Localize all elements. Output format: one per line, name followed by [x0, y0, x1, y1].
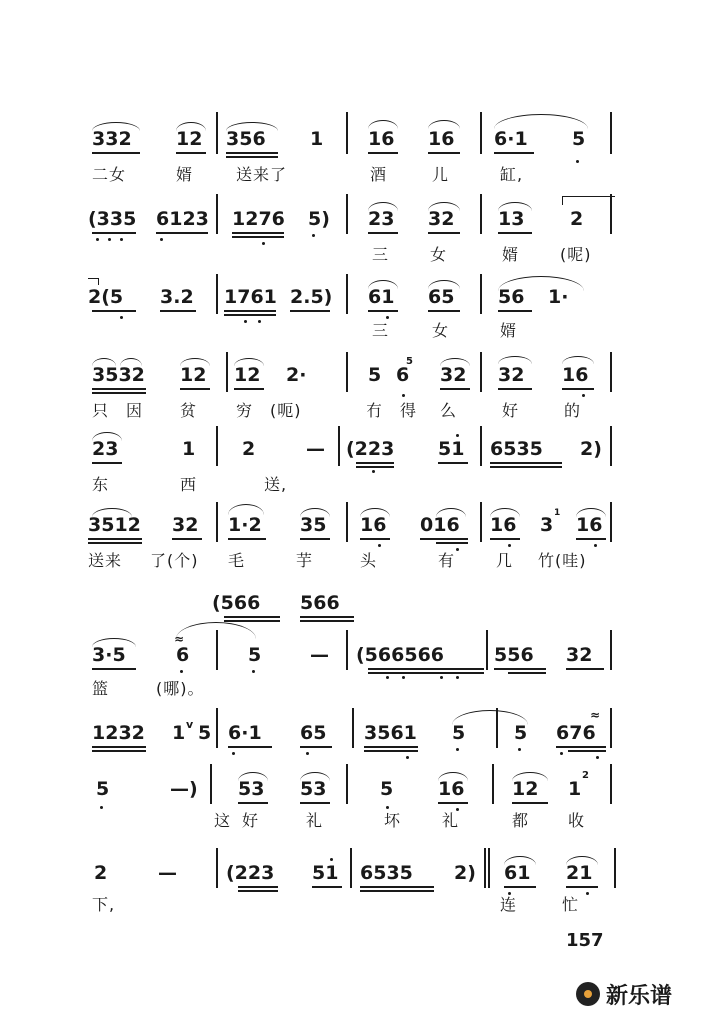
note-group: 016	[420, 514, 460, 536]
barline	[352, 708, 354, 748]
note-group: 332	[92, 128, 132, 150]
lyric: 冇	[366, 401, 384, 420]
underline	[504, 886, 536, 888]
underline	[494, 668, 546, 670]
lyric: 连	[500, 895, 518, 914]
underline	[368, 310, 398, 312]
underline	[224, 314, 276, 316]
underline	[92, 462, 122, 464]
vinyl-record-icon	[576, 982, 600, 1006]
barline	[346, 274, 348, 314]
underline	[232, 232, 284, 234]
ornament: ≈	[590, 708, 601, 722]
lyric: 只	[92, 401, 110, 420]
octave-dot	[456, 434, 459, 437]
underline	[238, 802, 268, 804]
barline	[216, 426, 218, 466]
lyric: 头	[360, 551, 378, 570]
barline	[346, 194, 348, 234]
lyric: 三	[372, 245, 390, 264]
octave-dot	[120, 238, 123, 241]
lyric: (哪)。	[156, 679, 205, 698]
note-group: 6·1	[494, 128, 528, 150]
underline	[576, 538, 606, 540]
underline	[490, 462, 562, 464]
note-group: 12	[176, 128, 203, 150]
barline	[216, 194, 218, 234]
barline	[480, 426, 482, 466]
note-group: 16	[368, 128, 395, 150]
lyric: 收	[568, 811, 586, 830]
octave-dot	[330, 858, 333, 861]
note-group: 2	[570, 208, 584, 230]
octave-dot	[596, 756, 599, 759]
underline	[494, 152, 534, 154]
lyric: 篮	[92, 679, 110, 698]
note-group: 1232	[92, 722, 145, 744]
octave-dot	[440, 676, 443, 679]
underline	[226, 152, 278, 154]
underline	[92, 668, 136, 670]
note-group: 1·2	[228, 514, 262, 536]
barline	[610, 352, 612, 392]
underline	[92, 392, 146, 394]
lyric: 有	[438, 551, 456, 570]
underline	[438, 802, 468, 804]
lyric: 三	[372, 321, 390, 340]
underline	[562, 388, 594, 390]
octave-dot	[594, 544, 597, 547]
note-group: 2)	[454, 862, 476, 884]
lyric: 婿	[176, 165, 194, 184]
barline	[338, 426, 340, 466]
underline	[312, 886, 342, 888]
underline	[498, 388, 532, 390]
lyric: 得	[400, 401, 418, 420]
lyric: 下,	[92, 895, 116, 914]
underline	[300, 616, 354, 618]
barline	[226, 352, 228, 392]
note-group: 3	[540, 514, 554, 536]
underline	[368, 668, 484, 670]
note-group: 5	[248, 644, 262, 666]
barline	[480, 112, 482, 154]
note-group: 2	[94, 862, 108, 884]
note-group: 16	[490, 514, 517, 536]
octave-dot	[456, 676, 459, 679]
note-group: 32	[498, 364, 525, 386]
underline	[360, 886, 434, 888]
underline	[300, 802, 330, 804]
barline	[480, 194, 482, 234]
note-group: 356	[226, 128, 266, 150]
note-group: 6	[176, 644, 190, 666]
underline	[172, 538, 202, 540]
underline	[498, 310, 532, 312]
note-group: 5	[198, 722, 212, 744]
underline	[238, 886, 278, 888]
underline	[228, 538, 266, 540]
note-group: (335	[88, 208, 137, 230]
note-group: 3·5	[92, 644, 126, 666]
octave-dot	[100, 806, 103, 809]
underline	[356, 466, 394, 468]
barline	[210, 764, 212, 804]
underline	[92, 152, 140, 154]
note-group: 5	[368, 364, 382, 386]
lyric: 因	[126, 401, 144, 420]
underline	[360, 538, 390, 540]
octave-dot	[402, 394, 405, 397]
underline	[420, 538, 468, 540]
slur	[562, 356, 594, 364]
barline	[216, 502, 218, 542]
note-group: 1·	[548, 286, 569, 308]
underline	[92, 310, 136, 312]
octave-dot	[258, 320, 261, 323]
underline	[226, 156, 278, 158]
barline	[346, 630, 348, 670]
logo	[576, 980, 672, 1008]
lyric: 忙	[562, 895, 580, 914]
octave-dot	[244, 320, 247, 323]
note-group: 3532	[92, 364, 145, 386]
octave-dot	[232, 752, 235, 755]
underline	[566, 668, 604, 670]
bracket	[88, 278, 99, 285]
octave-dot	[576, 160, 579, 163]
underline	[300, 746, 332, 748]
underline	[556, 746, 606, 748]
note-group: (223	[346, 438, 395, 460]
note-group: 2·	[286, 364, 307, 386]
octave-dot	[456, 748, 459, 751]
note-group: 16	[576, 514, 603, 536]
note-group: 23	[92, 438, 119, 460]
note-group: 5)	[308, 208, 330, 230]
note-group: 5	[514, 722, 528, 744]
octave-dot	[586, 892, 589, 895]
barline	[480, 352, 482, 392]
lyric: 的	[564, 401, 582, 420]
lyric: 礼	[306, 811, 324, 830]
grace-note: 2	[582, 770, 589, 781]
underline	[300, 538, 330, 540]
octave-dot	[386, 676, 389, 679]
lyric: (呃)	[270, 401, 302, 420]
barline	[496, 708, 498, 748]
note-group: (566566	[356, 644, 445, 666]
underline	[490, 538, 520, 540]
underline	[232, 236, 284, 238]
lyric: 送,	[264, 475, 288, 494]
underline	[88, 538, 142, 540]
logo-text: 新乐谱	[606, 983, 673, 1009]
lyric: 送来了	[236, 165, 288, 184]
underline	[290, 310, 330, 312]
slur	[498, 356, 532, 364]
grace-note: 1	[554, 508, 561, 518]
note-group: 556	[494, 644, 534, 666]
underline	[160, 310, 196, 312]
octave-dot	[402, 676, 405, 679]
note-group: 65	[428, 286, 455, 308]
note-group: (566	[212, 592, 261, 614]
note-group: 6	[396, 364, 410, 386]
note-group: 2)	[580, 438, 602, 460]
underline	[92, 750, 146, 752]
barline	[350, 848, 352, 888]
note-group: 2(5	[88, 286, 124, 308]
barline	[610, 502, 612, 542]
octave-dot	[180, 670, 183, 673]
note-group: 12	[180, 364, 207, 386]
underline	[156, 232, 208, 234]
barline	[610, 764, 612, 804]
lyric: 二女	[92, 165, 127, 184]
underline	[368, 232, 398, 234]
note-group: 32	[172, 514, 199, 536]
octave-dot	[518, 748, 521, 751]
note-group: 61	[504, 862, 531, 884]
underline	[368, 152, 398, 154]
lyric: 竹(哇)	[538, 551, 587, 570]
underline	[238, 890, 278, 892]
note-group: 5	[572, 128, 586, 150]
underline	[364, 750, 418, 752]
page-number: 157	[566, 930, 604, 951]
barline	[346, 112, 348, 154]
note-group: —	[306, 438, 325, 460]
note-group: 3512	[88, 514, 141, 536]
octave-dot	[582, 394, 585, 397]
barline	[610, 194, 612, 234]
lyric: 好	[242, 811, 260, 830]
underline	[428, 310, 460, 312]
underline	[566, 886, 598, 888]
note-group: 12	[512, 778, 539, 800]
octave-dot	[160, 238, 163, 241]
note-group: —)	[170, 778, 198, 800]
barline	[216, 630, 218, 670]
barline	[610, 112, 612, 154]
barline	[216, 848, 218, 888]
underline	[176, 152, 206, 154]
note-group: 676	[556, 722, 596, 744]
lyric: 毛	[228, 551, 246, 570]
bracket	[562, 196, 615, 205]
note-group: 35	[300, 514, 327, 536]
note-group: 5	[452, 722, 466, 744]
lyric: 婿	[502, 245, 520, 264]
grace-note: 5	[406, 356, 413, 367]
underline	[364, 746, 418, 748]
note-group: 32	[428, 208, 455, 230]
note-group: 65	[300, 722, 327, 744]
underline	[356, 462, 394, 464]
lyric: 都	[512, 811, 530, 830]
underline	[92, 746, 146, 748]
note-group: 2.5)	[290, 286, 333, 308]
underline	[428, 152, 460, 154]
note-group: 53	[238, 778, 265, 800]
barline	[488, 848, 490, 888]
lyric: 西	[180, 475, 198, 494]
lyric: 儿	[432, 165, 450, 184]
octave-dot	[378, 544, 381, 547]
octave-dot	[372, 470, 375, 473]
octave-dot	[252, 670, 255, 673]
note-group: 23	[368, 208, 395, 230]
note-group: 32	[440, 364, 467, 386]
octave-dot	[508, 544, 511, 547]
note-group: 1	[568, 778, 582, 800]
barline	[484, 848, 486, 888]
underline	[92, 232, 136, 234]
underline	[428, 232, 460, 234]
lyric: 婿	[500, 321, 518, 340]
note-group: 2	[242, 438, 256, 460]
note-group: 1	[182, 438, 196, 460]
underline	[224, 620, 280, 622]
octave-dot	[96, 238, 99, 241]
underline	[228, 746, 272, 748]
note-group: 13	[498, 208, 525, 230]
breath-mark: v	[186, 718, 194, 731]
lyric: 礼	[442, 811, 460, 830]
note-group: 16	[438, 778, 465, 800]
lyric: 女	[432, 321, 450, 340]
underline	[436, 542, 468, 544]
barline	[216, 708, 218, 748]
underline	[234, 388, 264, 390]
lyric: 酒	[370, 165, 388, 184]
barline	[610, 708, 612, 748]
lyric: 了(个)	[150, 551, 199, 570]
underline	[512, 802, 548, 804]
barline	[610, 426, 612, 466]
ornament: ≈	[174, 632, 185, 646]
barline	[610, 630, 612, 670]
note-group: (223	[226, 862, 275, 884]
lyric: 女	[430, 245, 448, 264]
note-group: 32	[566, 644, 593, 666]
underline	[224, 310, 276, 312]
underline	[92, 388, 146, 390]
note-group: 56	[498, 286, 525, 308]
lyric: 贫	[180, 401, 198, 420]
octave-dot	[406, 756, 409, 759]
note-group: 51	[312, 862, 339, 884]
octave-dot	[262, 242, 265, 245]
lyric: 东	[92, 475, 110, 494]
note-group: 566	[300, 592, 340, 614]
barline	[492, 764, 494, 804]
note-group: 16	[428, 128, 455, 150]
barline	[346, 352, 348, 392]
barline	[480, 274, 482, 314]
note-group: 16	[360, 514, 387, 536]
barline	[614, 848, 616, 888]
lyric: 坏	[384, 811, 402, 830]
note-group: 16	[562, 364, 589, 386]
underline	[490, 466, 562, 468]
lyric: (呢)	[560, 245, 592, 264]
note-group: 3.2	[160, 286, 194, 308]
underline	[568, 750, 606, 752]
barline	[486, 630, 488, 670]
tie	[494, 114, 588, 129]
lyric: 这	[214, 811, 232, 830]
lyric: 芋	[296, 551, 314, 570]
barline	[346, 502, 348, 542]
lyric: 几	[496, 551, 514, 570]
barline	[346, 764, 348, 804]
underline	[300, 620, 354, 622]
note-group: 51	[438, 438, 465, 460]
lyric: 好	[502, 401, 520, 420]
note-group: 6535	[360, 862, 413, 884]
note-group: 6·1	[228, 722, 262, 744]
note-group: 5	[380, 778, 394, 800]
note-group: —	[158, 862, 177, 884]
note-group: 53	[300, 778, 327, 800]
octave-dot	[306, 752, 309, 755]
note-group: 1761	[224, 286, 277, 308]
note-group: 3561	[364, 722, 417, 744]
underline	[440, 388, 470, 390]
underline	[88, 542, 142, 544]
note-group: 1276	[232, 208, 285, 230]
underline	[224, 616, 280, 618]
note-group: 1	[310, 128, 324, 150]
lyric: 穷	[236, 401, 254, 420]
underline	[360, 890, 434, 892]
note-group: 5	[96, 778, 110, 800]
note-group: 6535	[490, 438, 543, 460]
note-group: 12	[234, 364, 261, 386]
note-group: 1	[172, 722, 186, 744]
underline	[438, 462, 468, 464]
lyric: 么	[440, 401, 458, 420]
note-group: 6123	[156, 208, 209, 230]
underline	[498, 232, 532, 234]
note-group: —	[310, 644, 329, 666]
barline	[216, 274, 218, 314]
barline	[480, 502, 482, 542]
underline	[508, 672, 546, 674]
barline	[216, 112, 218, 154]
octave-dot	[108, 238, 111, 241]
octave-dot	[560, 752, 563, 755]
underline	[180, 388, 210, 390]
note-group: 61	[368, 286, 395, 308]
lyric: 缸,	[500, 165, 524, 184]
underline	[368, 672, 484, 674]
octave-dot	[120, 316, 123, 319]
octave-dot	[456, 548, 459, 551]
note-group: 21	[566, 862, 593, 884]
lyric: 送来	[88, 551, 123, 570]
octave-dot	[312, 234, 315, 237]
